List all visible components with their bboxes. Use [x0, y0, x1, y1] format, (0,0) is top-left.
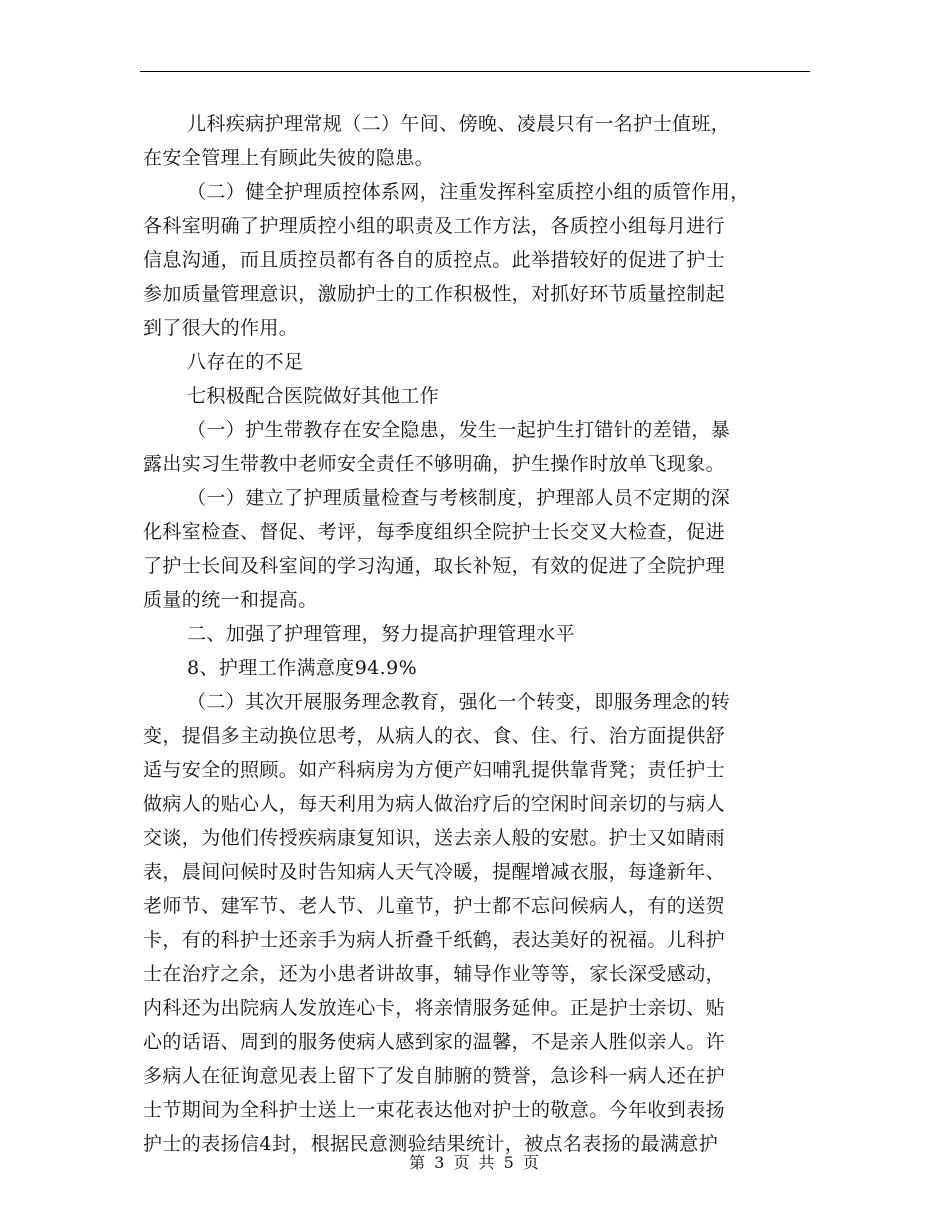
text-line: 露出实习生带教中老师安全责任不够明确，护生操作时放单飞现象。	[143, 453, 726, 475]
text-line: 卡，有的科护士还亲手为病人折叠千纸鹤，表达美好的祝福。儿科护	[143, 929, 726, 951]
text-line: （二）其次开展服务理念教育，强化一个转变，即服务理念的转	[187, 691, 731, 713]
document-body	[143, 107, 813, 1161]
text-line: 了护士长间及科室间的学习沟通，取长补短，有效的促进了全院护理	[143, 555, 726, 577]
text-line: 8、护理工作满意度94.9%	[187, 657, 418, 679]
text-line: （二）健全护理质控体系网，注重发挥科室质控小组的质管作用，	[187, 181, 750, 203]
text-line: 到了很大的作用。	[143, 317, 299, 339]
text-line: 士节期间为全科护士送上一束花表达他对护士的敬意。今年收到表扬	[143, 1099, 726, 1121]
text-line: 各科室明确了护理质控小组的职责及工作方法，各质控小组每月进行	[143, 215, 726, 237]
text-line: 心的话语、周到的服务使病人感到家的温馨，不是亲人胜似亲人。许	[143, 1031, 726, 1053]
text-line: 二、加强了护理管理，努力提高护理管理水平	[187, 623, 576, 645]
text-line: 做病人的贴心人，每天利用为病人做治疗后的空闲时间亲切的与病人	[143, 793, 726, 815]
text-line: 内科还为出院病人发放连心卡，将亲情服务延伸。正是护士亲切、贴	[143, 997, 726, 1019]
text-line: 护士的表扬信4封，根据民意测验结果统计，被点名表扬的最满意护	[143, 1133, 719, 1155]
text-line: 适与安全的照顾。如产科病房为方便产妇哺乳提供靠背凳；责任护士	[143, 759, 726, 781]
page-footer: 第 3 页 共 5 页	[409, 1153, 541, 1172]
text-line: 信息沟通，而且质控员都有各自的质控点。此举措较好的促进了护士	[143, 249, 726, 271]
text-line: 儿科疾病护理常规（二）午间、傍晚、凌晨只有一名护士值班，	[187, 113, 731, 135]
text-line: 交谈，为他们传授疾病康复知识，送去亲人般的安慰。护士又如睛雨	[143, 827, 726, 849]
text-line: 在安全管理上有顾此失彼的隐患。	[143, 147, 435, 169]
text-line: 化科室检查、督促、考评，每季度组织全院护士长交叉大检查，促进	[143, 521, 726, 543]
text-line: 参加质量管理意识，激励护士的工作积极性，对抓好环节质量控制起	[143, 283, 726, 305]
text-line: （一）护生带教存在安全隐患，发生一起护生打错针的差错，暴	[187, 419, 731, 441]
text-line: 质量的统一和提高。	[143, 589, 318, 611]
text-line: 士在治疗之余，还为小患者讲故事，辅导作业等等，家长深受感动，	[143, 963, 726, 985]
text-line: 表，晨间问候时及时告知病人天气冷暖，提醒增减衣服，每逢新年、	[143, 861, 726, 883]
text-line: （一）建立了护理质量检查与考核制度，护理部人员不定期的深	[187, 487, 731, 509]
text-line: 变，提倡多主动换位思考，从病人的衣、食、住、行、治方面提供舒	[143, 725, 726, 747]
header-rule	[140, 71, 810, 72]
text-line: 七积极配合医院做好其他工作	[187, 385, 440, 407]
text-line: 老师节、建军节、老人节、儿童节，护士都不忘问候病人，有的送贺	[143, 895, 726, 917]
text-line: 八存在的不足	[187, 351, 304, 373]
text-line: 多病人在征询意见表上留下了发自肺腑的赞誉，急诊科一病人还在护	[143, 1065, 726, 1087]
